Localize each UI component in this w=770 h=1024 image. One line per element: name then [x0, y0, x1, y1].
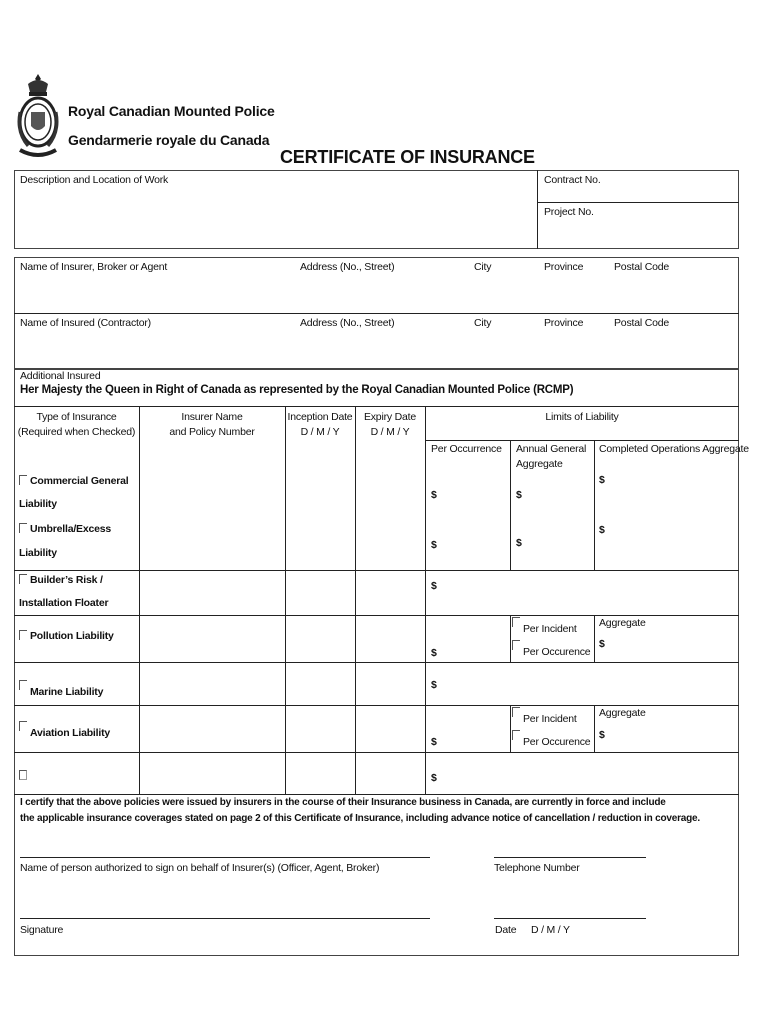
insured-address-label: Address (No., Street): [300, 317, 395, 329]
row-label: Aviation Liability: [30, 727, 111, 739]
currency: $: [431, 489, 437, 501]
telephone-line[interactable]: [494, 857, 646, 858]
aggregate-label: Aggregate: [599, 617, 646, 629]
checkbox[interactable]: [512, 730, 520, 740]
checkbox[interactable]: [512, 640, 520, 650]
col-expiry-sub: D / M / Y: [370, 426, 410, 438]
currency: $: [431, 772, 437, 784]
checkbox[interactable]: [512, 707, 520, 717]
authorized-label: Name of person authorized to sign on behalf of Insurer(s) (Officer, Agent, Broker): [20, 862, 380, 874]
currency: $: [431, 736, 437, 748]
checkbox[interactable]: [19, 721, 27, 731]
option-label: Per Occurence: [523, 736, 591, 748]
row-commercial[interactable]: [19, 475, 129, 487]
signature-label: Signature: [20, 924, 64, 936]
rcmp-crest-logo: [14, 72, 62, 164]
row-umbrella[interactable]: [19, 523, 111, 535]
page-title: CERTIFICATE OF INSURANCE: [280, 147, 535, 167]
insured-label: Name of Insured (Contractor): [20, 317, 151, 329]
insured-city-label: City: [474, 317, 492, 329]
row-pollution[interactable]: [19, 630, 114, 642]
currency: $: [516, 489, 522, 501]
telephone-label: Telephone Number: [494, 862, 580, 874]
option-label: Per Occurence: [523, 646, 591, 658]
org-name-en: Royal Canadian Mounted Police: [68, 103, 275, 119]
contract-label: Contract No.: [544, 174, 601, 186]
currency: $: [599, 638, 605, 650]
currency: $: [431, 647, 437, 659]
limits-header: Limits of Liability: [545, 411, 619, 423]
currency: $: [599, 729, 605, 741]
col-type-header: Type of Insurance: [36, 411, 117, 423]
row-umbrella-line2: Liability: [19, 547, 57, 559]
insurer-city-label: City: [474, 261, 492, 273]
row-marine[interactable]: [19, 680, 104, 698]
annual-sub: Aggregate: [516, 458, 563, 470]
certify-line2: the applicable insurance coverages stated on page 2 of this Certificate of Insurance, including advance notice of cancellation / reduction in coverage.: [20, 813, 700, 824]
insured-postal-label: Postal Code: [614, 317, 670, 329]
checkbox[interactable]: [19, 630, 27, 640]
row-label: Umbrella/Excess: [30, 523, 112, 535]
date-label: Date: [495, 924, 517, 936]
row-commercial-line2: Liability: [19, 498, 57, 510]
row-label: Pollution Liability: [30, 630, 114, 642]
per-occurrence-header: Per Occurrence: [431, 443, 502, 455]
per-incident-option[interactable]: [512, 617, 577, 635]
project-label: Project No.: [544, 206, 594, 218]
option-label: Per Incident: [523, 713, 577, 725]
insurer-address-label: Address (No., Street): [300, 261, 395, 273]
per-incident-option[interactable]: [512, 707, 577, 725]
option-label: Per Incident: [523, 623, 577, 635]
insurer-province-label: Province: [544, 261, 584, 273]
aggregate-label: Aggregate: [599, 707, 646, 719]
currency: $: [431, 679, 437, 691]
per-occurence-option[interactable]: [512, 730, 591, 748]
completed-header: Completed Operations Aggregate: [599, 443, 749, 455]
org-name-fr: Gendarmerie royale du Canada: [68, 132, 270, 148]
checkbox[interactable]: [19, 475, 27, 485]
annual-header: Annual General: [516, 443, 587, 455]
col-inception-header: Inception Date: [287, 411, 353, 423]
currency: $: [431, 580, 437, 592]
row-label: Builder’s Risk /: [30, 574, 103, 586]
row-builders-risk[interactable]: [19, 574, 103, 586]
currency: $: [516, 537, 522, 549]
additional-insured-label: Additional Insured: [20, 370, 101, 382]
row-other[interactable]: [19, 770, 30, 782]
checkbox[interactable]: [19, 574, 27, 584]
row-builders-line2: Installation Floater: [19, 597, 109, 609]
col-insurer-header: Insurer Name: [181, 411, 243, 423]
per-occurence-option[interactable]: [512, 640, 591, 658]
description-label: Description and Location of Work: [20, 174, 169, 186]
row-label: Commercial General: [30, 475, 129, 487]
checkbox[interactable]: [512, 617, 520, 627]
row-aviation[interactable]: [19, 721, 111, 739]
currency: $: [431, 539, 437, 551]
currency: $: [599, 474, 605, 486]
signature-line[interactable]: [20, 918, 430, 919]
checkbox[interactable]: [19, 680, 27, 690]
col-inception-sub: D / M / Y: [300, 426, 340, 438]
certify-line1: I certify that the above policies were issued by insurers in the course of their Insurance business in Canada, are currently in force and include: [20, 797, 666, 808]
currency: $: [599, 524, 605, 536]
insured-province-label: Province: [544, 317, 584, 329]
date-format: D / M / Y: [531, 924, 570, 936]
date-line[interactable]: [494, 918, 646, 919]
col-insurer-sub: and Policy Number: [169, 426, 255, 438]
insurer-postal-label: Postal Code: [614, 261, 670, 273]
col-type-sub: (Required when Checked): [17, 426, 136, 438]
additional-insured-value: Her Majesty the Queen in Right of Canada as represented by the Royal Canadian Mounted Police (RCMP): [20, 384, 574, 396]
checkbox[interactable]: [19, 770, 27, 780]
authorized-line[interactable]: [20, 857, 430, 858]
row-label: Marine Liability: [30, 686, 104, 698]
insurer-label: Name of Insurer, Broker or Agent: [20, 261, 168, 273]
col-expiry-header: Expiry Date: [363, 411, 417, 423]
checkbox[interactable]: [19, 523, 27, 533]
